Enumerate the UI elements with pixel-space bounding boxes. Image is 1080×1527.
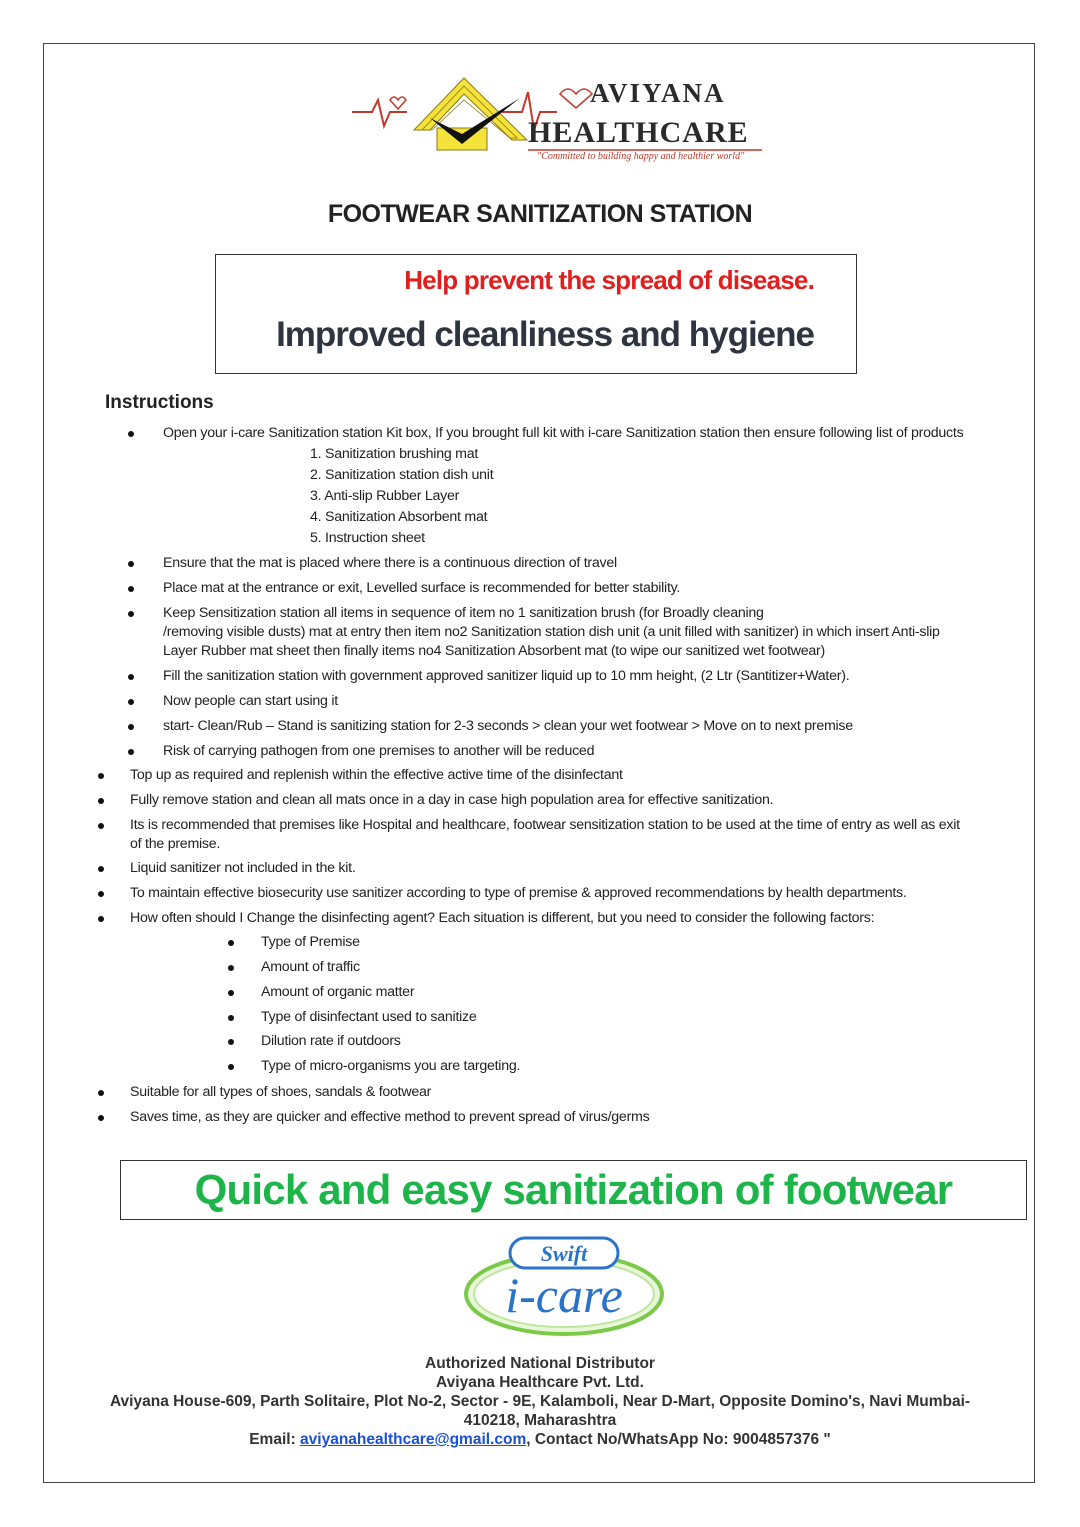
factor-item: Amount of organic matter [261, 984, 415, 1000]
kit-item: 5. Instruction sheet [310, 530, 425, 546]
list-item: Suitable for all types of shoes, sandals & footwear [130, 1084, 432, 1100]
headline-red: Help prevent the spread of disease. [404, 265, 814, 295]
headline-main: Improved cleanliness and hygiene [276, 315, 814, 354]
footer-distributor: Authorized National Distributor [425, 1355, 655, 1372]
logo-name-line1: AVIYANA [590, 78, 726, 108]
bullet-dot [98, 1115, 104, 1121]
logo-tagline: "Committed to building happy and healthier world" [537, 151, 745, 162]
footer-address: Aviyana House-609, Parth Solitaire, Plot No-2, Sector - 9E, Kalamboli, Near D-Mart, Opposite Domino's, Navi Mumbai- [109, 1393, 971, 1410]
list-item: To maintain effective biosecurity use sanitizer according to type of premise & approved recommendations by health departments. [130, 885, 907, 901]
bullet-dot [128, 724, 134, 730]
list-item: Now people can start using it [163, 693, 338, 709]
list-item: Saves time, as they are quicker and effective method to prevent spread of virus/germs [130, 1109, 650, 1125]
footer-contact [0, 1431, 1080, 1449]
list-item: How often should I Change the disinfecting agent? Each situation is different, but you need to consider the following factors: [130, 910, 875, 926]
kit-item: 1. Sanitization brushing mat [310, 446, 479, 462]
icare-main-text: i-care [505, 1267, 623, 1323]
list-item-cont: /removing visible dusts) mat at entry then item no2 Sanitization station dish unit (a unit filled with sanitizer) in which insert Anti-slip [163, 624, 940, 640]
email-label: Email: [249, 1431, 301, 1448]
logo-name-line2: HEALTHCARE [528, 116, 749, 149]
kit-item: 2. Sanitization station dish unit [310, 467, 494, 483]
footer-address-cont: 410218, Maharashtra [463, 1412, 617, 1429]
bullet-dot [98, 823, 104, 829]
bullet-dot [228, 1039, 234, 1045]
factor-item: Amount of traffic [261, 959, 360, 975]
icare-logo [462, 1234, 666, 1338]
list-item: Liquid sanitizer not included in the kit. [130, 860, 356, 876]
list-item: Keep Sensitization station all items in sequence of item no 1 sanitization brush (for Broadly cleaning [163, 605, 764, 621]
list-item-cont: Layer Rubber mat sheet then finally items no4 Sanitization Absorbent mat (to wipe our sanitized wet footwear) [163, 643, 825, 659]
footer-company: Aviyana Healthcare Pvt. Ltd. [436, 1374, 644, 1391]
page-title: FOOTWEAR SANITIZATION STATION [327, 200, 753, 228]
bullet-dot [228, 940, 234, 946]
list-item: Fill the sanitization station with government approved sanitizer liquid up to 10 mm height, (2 Ltr (Santitizer+Water). [163, 668, 850, 684]
email-link[interactable]: aviyanahealthcare@gmail.com [300, 1431, 527, 1448]
list-item: Top up as required and replenish within the effective active time of the disinfectant [130, 767, 623, 783]
list-item: start- Clean/Rub – Stand is sanitizing station for 2-3 seconds > clean your wet footwear > Move on to next premise [163, 718, 853, 734]
bullet-dot [98, 866, 104, 872]
list-item: Place mat at the entrance or exit, Levelled surface is recommended for better stability. [163, 580, 681, 596]
bullet-dot [98, 916, 104, 922]
headline-box [215, 254, 857, 374]
bullet-dot [128, 561, 134, 567]
factor-item: Dilution rate if outdoors [261, 1033, 401, 1049]
icare-top-text: Swift [540, 1241, 588, 1266]
bullet-dot [128, 674, 134, 680]
bottom-banner-text: Quick and easy sanitization of footwear [194, 1166, 953, 1213]
instructions-heading: Instructions [105, 392, 214, 413]
bullet-dot [98, 1090, 104, 1096]
bullet-dot [98, 798, 104, 804]
list-item: Its is recommended that premises like Hospital and healthcare, footwear sensitization station to be used at the time of entry as well as exit [130, 817, 960, 833]
kit-item: 4. Sanitization Absorbent mat [310, 509, 488, 525]
list-item: Fully remove station and clean all mats once in a day in case high population area for effective sanitization. [130, 792, 774, 808]
bullet-dot [228, 965, 234, 971]
list-item-cont: of the premise. [130, 836, 221, 852]
contact-text: , Contact No/WhatsApp No: 9004857376 " [526, 1431, 831, 1448]
bullet-dot [128, 431, 134, 437]
bullet-dot [128, 611, 134, 617]
bullet-dot [228, 1015, 234, 1021]
bullet-dot [98, 891, 104, 897]
bullet-dot [128, 586, 134, 592]
bullet-dot [128, 749, 134, 755]
bottom-banner-box [120, 1160, 1027, 1220]
factor-item: Type of disinfectant used to sanitize [261, 1009, 477, 1025]
bullet-dot [98, 773, 104, 779]
bullet-dot [228, 990, 234, 996]
list-item: Ensure that the mat is placed where there is a continuous direction of travel [163, 555, 617, 571]
kit-item: 3. Anti-slip Rubber Layer [310, 488, 460, 504]
bullet-dot [228, 1064, 234, 1070]
bullet-dot [128, 699, 134, 705]
list-item: Risk of carrying pathogen from one premises to another will be reduced [163, 743, 595, 759]
factor-item: Type of micro-organisms you are targeting. [261, 1058, 521, 1074]
list-item: Open your i-care Sanitization station Kit box, If you brought full kit with i-care Sanitization station then ensure following list of products [163, 425, 964, 441]
factor-item: Type of Premise [261, 934, 360, 950]
